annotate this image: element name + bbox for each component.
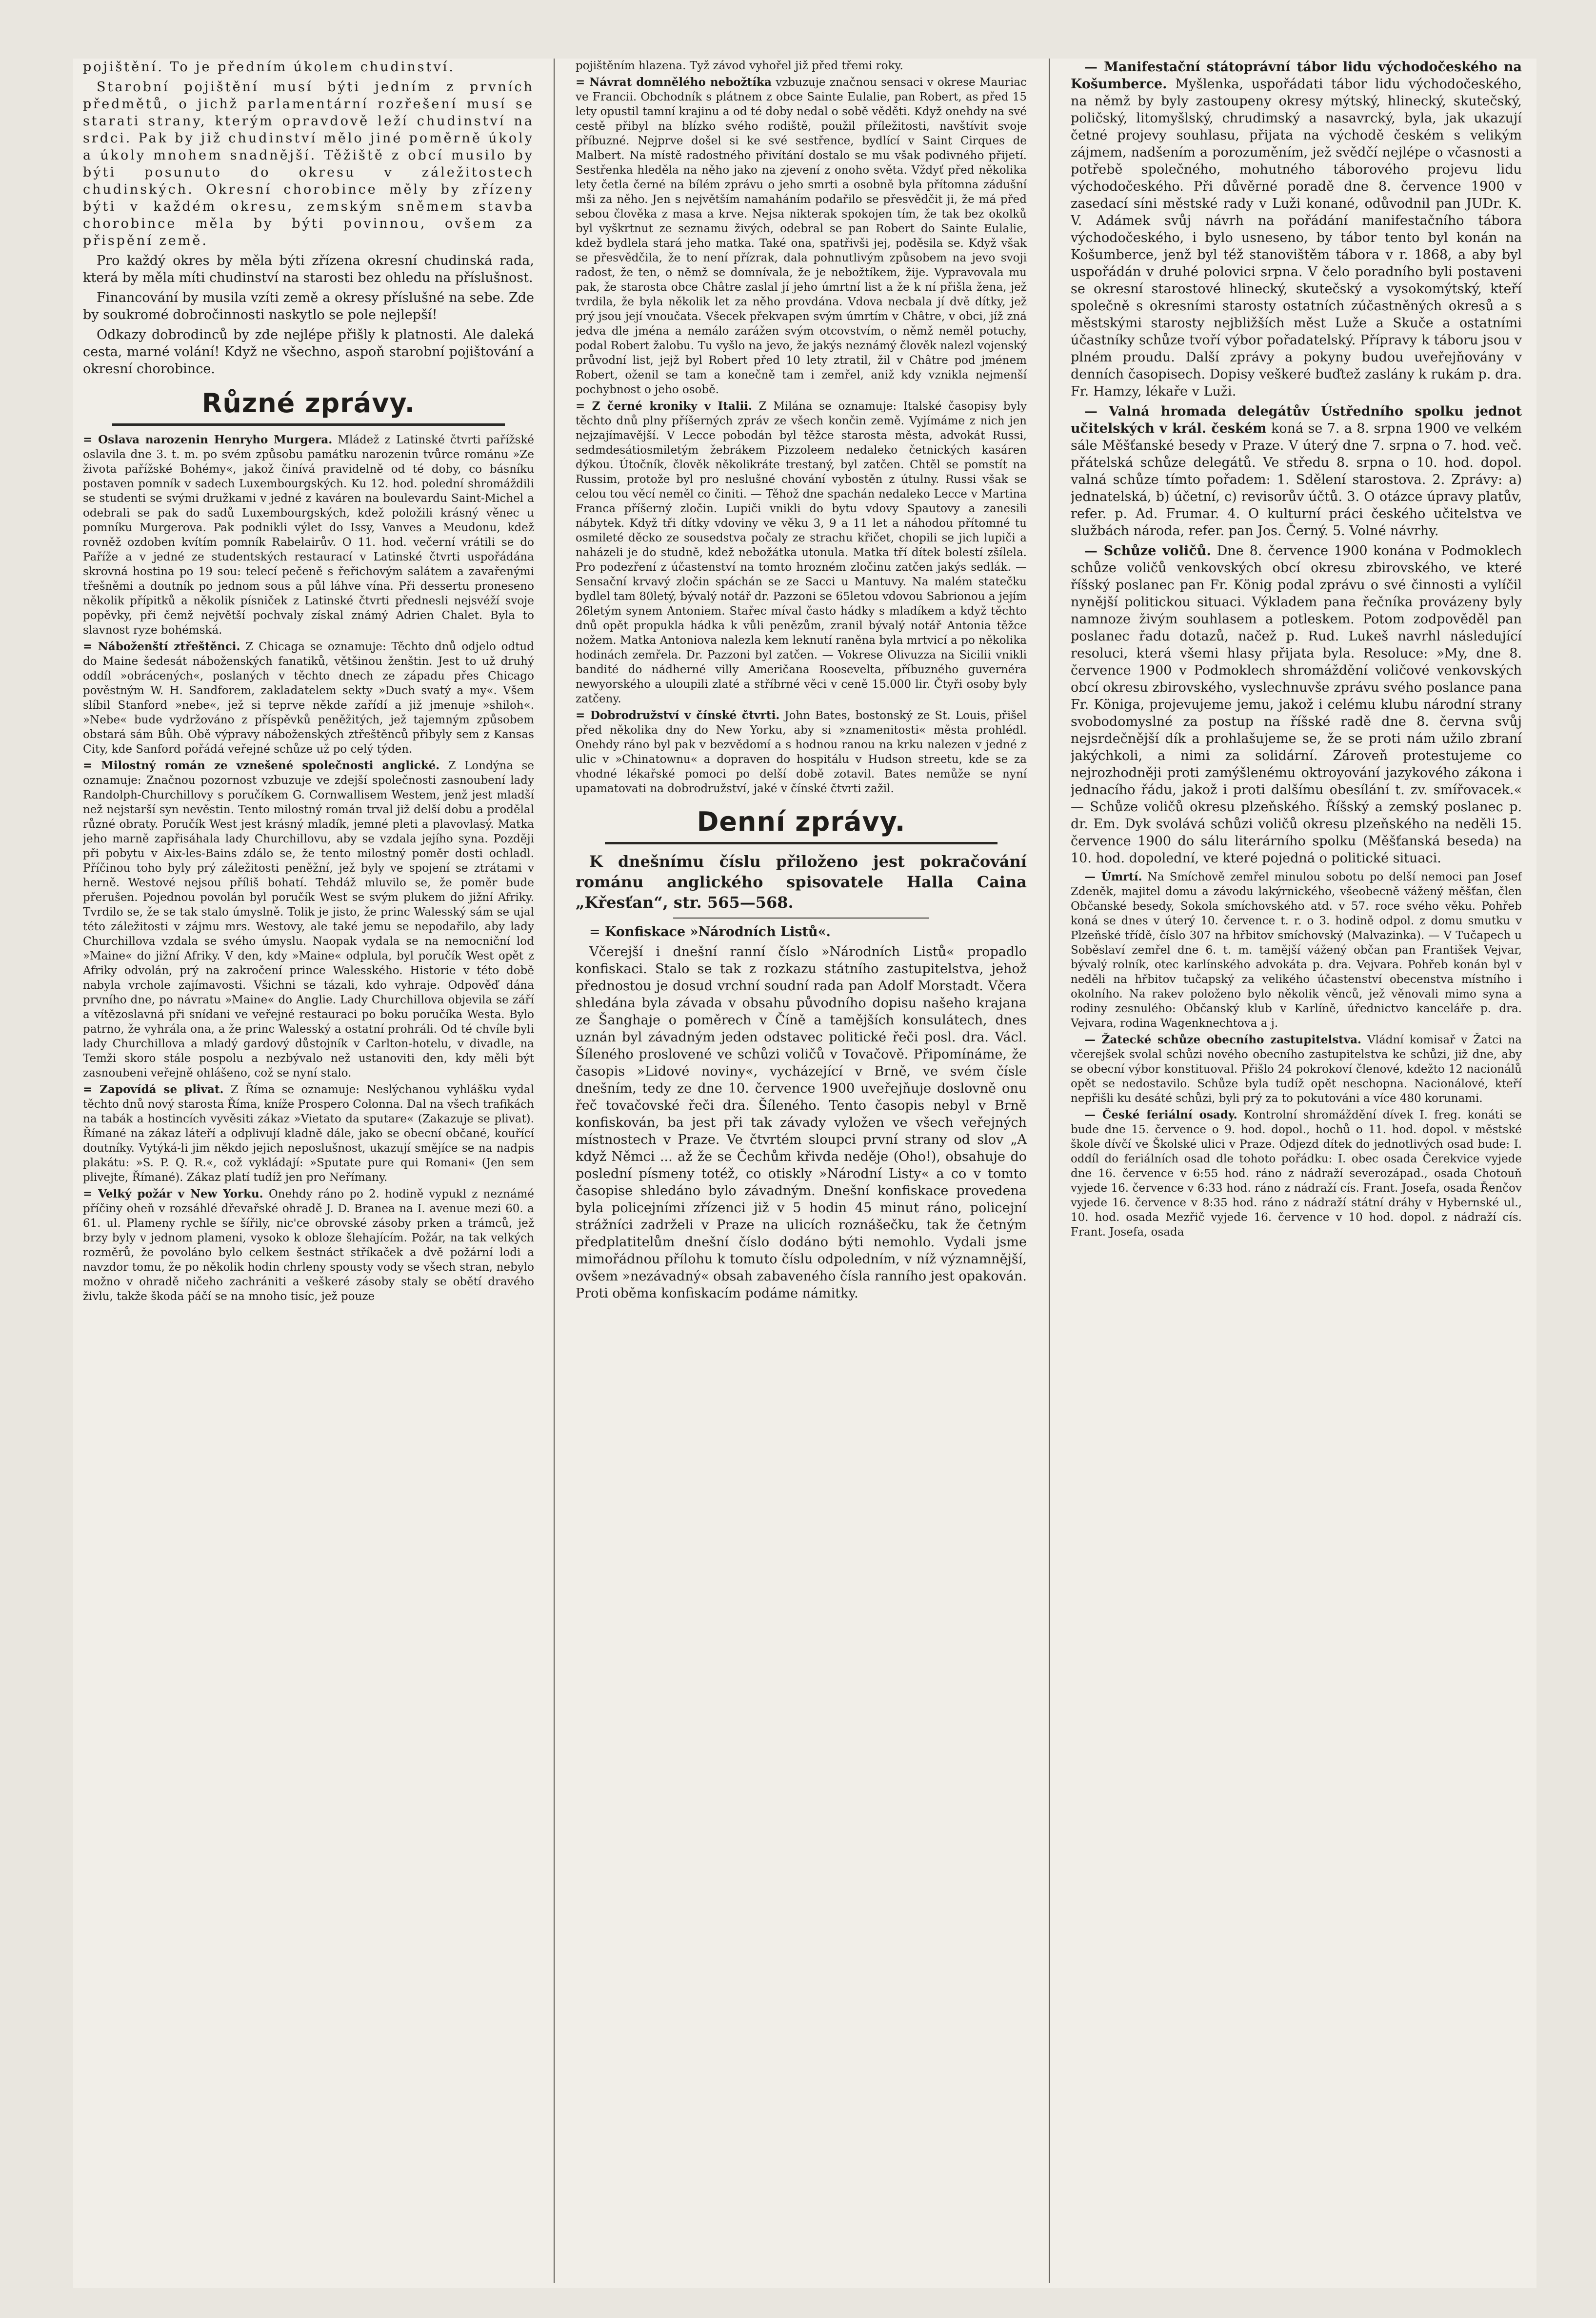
paragraph: pojištěním hlazena. Tyž závod vyhořel již před třemi roky. bbox=[576, 60, 903, 72]
section-title-text: Denní zprávy. bbox=[697, 806, 906, 837]
news-list bbox=[83, 433, 534, 1304]
news-text: Z Londýna se oznamuje: Značnou pozornost vzbuzuje ve zdejší společnosti zasnoubení lady Randolph-Churchillovy s poručíkem G. Cornwallisem Westem, jenž jest mladší než nejstarší syn nevěstin. Tento milostný román trval již delší dobu a prodělal různé obraty. Poručík West jest krásný mladík, jemné pleti a plavovlasý. Matka jeho marně zapřisáhala lady Churchillovu, aby se vzdala jejího syna. Později při pobytu v Aix-les-Bains zdálo se, že tento milostný poměr dosti ochladl. Příčinou toho byly prý záležitosti peněžní, jež byly ve spojení se ztrátami v herně. Westové nejsou příliš bohatí. Tehdáž mluvilo se, že poměr bude přerušen. Pojednou povolán byl poručík West se svým plukem do jižní Afriky. Tvrdilo se, že se tak stalo úmyslně. Tolik je jisto, že princ Walesský sám se ujal této záležitosti v zájmu mrs. Westovy, ale také jemu se nepodařilo, aby lady Churchillova vzdala se svého úmyslu. Naopak vydala se na nemocniční loď »Maine« do jižní Afriky. V den, kdy »Maine« odplula, byl poručík West opět z Afriky odvolán, prý na zakročení prince Walesského. Historie v této době nabyla vrchole zajímavosti. Všichni se tázali, kdo vyhraje. Odpověď dána prvního dne, po návratu »Maine« do Anglie. Lady Churchillova objevila se září a vítězoslavná při snídani ve veřejné restauraci po boku poručíka Westa. Bylo patrno, že vyhrála ona, a že princ Walesský a ostatní prohráli. Od té chvíle byli lady Churchillova a mladý gardový důstojník v Carlton-hotelu, v divadle, na Temži skoro stále pospolu a nezbývalo než ustanoviti den, kdy měli být zasnoubeni veřejně ohlášeno, což se nyní stalo. bbox=[83, 759, 534, 1079]
news-list bbox=[576, 59, 1027, 796]
news-headline: = Návrat domnělého nebožtíka bbox=[576, 76, 772, 89]
news-text: Včerejší i dnešní ranní číslo »Národních Listů« propadlo konfiskaci. Stalo se tak z rozkazu státního zastupitelstva, jehož přednostou je dosud vrchní soudní rada pan Adolf Morstadt. Včera shledána byla závada v obsahu původního dopisu našeho krajana ze Šanghaje o poměrech v Číně a tamějších konsulátech, dnes uznán byl závadným jeden odstavec politické řeči posl. dra. Václ. Šíleného proslovené ve schůzi voličů v Tovačově. Připomínáme, že časopis »Lidové noviny«, vycházející v Brně, ve svém čísle dnešním, tedy ze dne 10. července 1900 uveřejňuje doslovně onu řeč tovačovské řeči dra. Šíleného. Tento časopis nebyl v Brně konfiskován, ba jest při tak závady vyložen ve všech veřejných místnostech v Praze. Ve čtvrtém sloupci první strany od slov „A když Němci ... až že se Čechům křivda neděje (Oho!), obsahuje do poslední písmeny totéž, co otiskly »Národní Listy« a co v tomto časopise shledáno bylo závadným. Dnešní konfiskace provedena byla policejními zřízenci již v 5 hodin 45 minut ráno, policejní strážníci zadrželi v Praze na ulicích roznášečku, tak že četným předplatitelům dnešní číslo dodáno býti nemohlo. Vydali jsme mimořádnou přílohu k tomuto číslu odpoledním, v níž významnější, ovšem »nezávadný« obsah zabaveného čísla ranního jest opakován. Proti oběma konfiskacím podáme námitky. bbox=[576, 944, 1027, 1301]
news-headline: = Z černé kroniky v Italii. bbox=[576, 400, 752, 413]
news-headline: = Velký požár v New Yorku. bbox=[83, 1187, 263, 1200]
news-headline: = Zapovídá se plivat. bbox=[83, 1083, 224, 1096]
news-headline: — Úmrtí. bbox=[1084, 870, 1142, 883]
news-headline: = Konfiskace »Národních Listů«. bbox=[589, 924, 831, 939]
news-text: Dne 8. července 1900 konána v Podmoklech schůze voličů venkovských obcí okresu zbirovského, ve které říšský poslanec pan Fr. König podal zprávu o své činnosti a vylíčil nynější politickou situaci. Výkladem pana řečníka provázeny byly namnoze živým souhlasem a potleskem. Potom zodpověděl pan poslanec řadu dotazů, načež p. Rud. Lukeš navrhl následující resoluci, která všemi hlasy přijata byla. Resoluce: »My, dne 8. července 1900 v Podmoklech shromáždění voličové venkovských obcí okresu zbirovského, vyslechnuvše zprávu svého poslance pana Fr. Königa, projevujeme jemu, jakož i celému klubu národní strany svobodomyslné za postup na říšské radě dne 8. června svůj nejsrdečnější dík a prohlašujeme se, že se proti nám užilo zbraní jakýchkoli, a nimi za solidární. Zároveň protestujeme co nejrozhodněji proti zamýšlenému oktroyování jazykového zákona i jednacího řádu, jakož i proti dalšímu obesílání t. zv. smířovacek.« — Schůze voličů okresu plzeňského. Říšský a zemský poslanec p. dr. Em. Dyk svolává schůzi voličů okresu plzeňského na neděli 15. července 1900 do sálu literárního spolku (Měšťanská beseda) na 10. hod. dopolední, ve které pojedná o politické situaci. bbox=[1071, 543, 1522, 866]
news-headline: = Milostný román ze vznešené společnosti anglické. bbox=[83, 759, 440, 772]
column-rule bbox=[554, 59, 555, 2283]
news-text: Onehdy ráno po 2. hodině vypukl z neznámé příčiny oheň v rozsáhlé dřevařské ohradě J. D. Branea na I. avenue mezi 60. a 61. ul. Plameny rychle se šířily, nic'ce obrovské zásoby prken a trámců, jež brzy byly v jednom plameni, vysoko k obloze šlehajícím. Požár, na tak velkých rozměrů, že povoláno bylo celkem šestnáct stříkaček a dvě požární lodi a navzdor tomu, že po několik hodin chrleny spousty vody se všech stran, nebylo možno v ohradě ničeho zachrániti a veškeré zásoby staly se obětí dravého živlu, takže škoda páčí se na mnoho tisíc, jež pouze bbox=[83, 1188, 534, 1303]
news-headline: — Žatecké schůze obecního zastupitelstva. bbox=[1084, 1033, 1362, 1046]
paragraph: Pro každý okres by měla býti zřízena okresní chudinská rada, která by měla míti chudinství na starosti bez ohledu na příslušnost. bbox=[83, 253, 534, 285]
news-headline: — Schůze voličů. bbox=[1084, 543, 1211, 559]
section-underline bbox=[605, 842, 998, 844]
news-list bbox=[1071, 870, 1522, 1239]
news-text: Myšlenka, uspořádati tábor lidu východočeského, na němž by byly zastoupeny okresy mýtský, hlinecký, skutečský, poličský, litomyšlský, chrudimský a nasavrcký, byla, jak ukazují četné projevy souhlasu, přijata na východě českém s velikým zájmem, nadšením a porozuměním, jež svědčí nejlépe o včasnosti a potřebě společného, mohutného táborového projevu lidu východočeského. Při důvěrné poradě dne 8. července 1900 v zasedací síni městské rady v Luži konané, odůvodnil pan JUDr. K. V. Adámek svůj návrh na pořádání manifestačního tábora východočeského, i bylo usneseno, by tábor tento byl konán na Košumberce, jenž byl též stanovištěm tábora v r. 1868, a aby byl uspořádán v druhé polovici srpna. V čelo poradního byli postaveni se okresní starostové hlinecký, skutečský a vysokomýtský, kteří společně s okresními starosty ostatních zúčastněných okresů a s městskými starosty nejbližších měst Luže a Skuče a ostatními účastníky schůze tvoří výbor pořadatelský. Přípravy k táboru jsou v plném proudu. Další zprávy a pokyny budou uveřejňovány v denních časopisech. Dopisy veškeré buďtež zaslány k rukám p. dra. Fr. Hamzy, lékaře v Luži. bbox=[1071, 77, 1522, 399]
news-text: Z Říma se oznamuje: Neslýchanou vyhlášku vydal těchto dnů nový starosta Říma, kníže Prospero Colonna. Dal na všech trafikách na tabák a hostincích vyvěsiti zákaz »Vietato da sputare« (Zakazuje se plivat). Římané na zákaz láteří a odplivují kladně dále, jako se obecní občané, kouřící doutníky. Vytýká-li jim někdo jejich neposlušnost, ukazují smějíce se na nadpis plakátu: »S. P. Q. R.«, což vykládají: »Sputate pure qui Romani« (Jen sem plivejte, Římané). Zákaz platí tudíž jen pro Neřímany. bbox=[83, 1083, 534, 1184]
news-headline: = Náboženští ztřeštěnci. bbox=[83, 640, 240, 653]
news-headline: = Dobrodružství v čínské čtvrti. bbox=[576, 709, 780, 722]
news-text: Kontrolní shromáždění dívek I. freg. konáti se bude dne 15. července o 9. hod. dopol., hochů o 11. hod. dopol. v městské škole dívčí ve Školské ulici v Praze. Odjezd dítek do jednotlivých osad bude: I. oddíl do feriálních osad dle tohoto pořádku: I. obec osada Čerekvice vyjede dne 16. července v 6:55 hod. ráno z nádraží severozápad., osada Chotouň vyjede 16. července v 6:33 hod. ráno z nádraží cís. Frant. Josefa, osada Řenčov vyjede 16. července v 8:35 hod. ráno z nádraží státní dráhy v Hybernské ul., 10. hod. osada Mezřič vyjede 16. července v 10 hod. dopol. z nádraží cís. Frant. Josefa, osada bbox=[1071, 1109, 1522, 1239]
news-text: John Bates, bostonský ze St. Louis, přišel před několika dny do New Yorku, aby si »znamenitosti« města prohlédl. Onehdy ráno byl pak v bezvědomí a s hodnou ranou na krku nalezen v jedné z ulic v »Chinatownu« a dopraven do hospitálu v Hudson streetu, kde se za vhodné lékařské pomoci po delší době zotavil. Bates nemůže se nyní upamatovati na dobrodružství, jaké v čínské čtvrti zažil. bbox=[576, 709, 1027, 795]
column-rule bbox=[1049, 59, 1050, 2283]
section-title bbox=[576, 807, 1027, 844]
news-headline: — České feriální osady. bbox=[1084, 1108, 1237, 1121]
news-text: vzbuzuje značnou sensaci v okrese Mauriac ve Francii. Obchodník s plátnem z obce Sainte Eulalie, pan Robert, as před 15 lety opustil tamní krajinu a od té doby nedal o sobě věděti. Když onehdy na své cestě přibyl na blízko svého rodiště, použil příležitosti, navštívit svoje příbuzné. Nejprve došel si ke své sestřence, bydlící v Saint Cirques de Malbert. Na místě radostného přivítání dostalo se mu však podivného přijetí. Sestřenka hleděla na něho jako na zjevení z onoho světa. Vždyť před několika lety četla černé na bílém zprávu o jeho smrti a osobně byla přítomna zádušní mši za něho. Jen s největším namaháním podařilo se přesvědčit ji, že má před sebou člověka z masa a krve. Nejsa nikterak spokojen tím, že tak bez okolků byl vyškrtnut ze seznamu živých, odebral se pan Robert do Sainte Eulalie, kdež bydlela stará jeho matka. Také ona, spatřivši jej, poděsila se. Když však se přesvědčila, že to není přízrak, dala pohnutlivým způsobem na jevo svoji radost, že ten, o němž se domnívala, že je nebožtíkem, žije. Vypravovala mu pak, že starosta obce Châtre zaslal jí jeho úmrtní list a že k ní přišla žena, jež tvrdila, že byla několik let za něho provdána. Vdova necbala jí dvě dítky, jež prý jsou její vnoučata. Všecek překvapen svým úmrtím v Châtre, v obci, jíž zná jedva dle jména a nemálo zarážen svým otcovstvím, o němž neměl potuchy, podal Robert žalobu. Tu vyšlo na jevo, že jakýs neznámý člověk nalezl vojenský průvodní list, jejž byl Robert před 10 lety ztratil, žil v Châtre pod jménem Robert, oženil se tam a konečně tam i zemřel, aniž kdy vznikla nejmenší pochybnost o jeho osobě. bbox=[576, 76, 1027, 396]
news-text: Z Chicaga se oznamuje: Těchto dnů odjelo odtud do Maine šedesát náboženských fanatiků, většinou ženštin. Jest to už druhý oddíl »obrácených«, poslaných v těchto dnech ze západu přes Chicago pověstným W. H. Sandforem, zakladatelem sekty »Duch svatý a my«. Všem slíbil Stanford »nebe«, jež si teprve někde zařídí a již jmenuje »shiloh«. »Nebe« bude vydržováno z příspěvků peněžitých, jež tajemným způsobem obstará sám Bůh. Obě výpravy náboženských ztřeštěnců přibyly sem z Kansas City, kde Sanford pořádá veřejné schůze už po celý týden. bbox=[83, 640, 534, 756]
news-text: Vládní komisař v Žatci na včerejšek svolal schůzi nového obecního zastupitelstva ke schůzi, již dne, aby se obecní výbor konstituoval. Přišlo 24 pokrokoví členové, kdežto 12 nacionálů opět se nedostavilo. Schůze byla tudíž opět neschopna. Nacionálové, kteří nepřišli ku desáté schůzi, byli prý za to pokutováni a více 480 korunami. bbox=[1071, 1034, 1522, 1105]
newspaper-page bbox=[73, 59, 1536, 2288]
news-text: koná se 7. a 8. srpna 1900 ve velkém sále Měšťanské besedy v Praze. V úterý dne 7. srpna o 7. hod. več. přátelská schůze delegátů. Ve středu 8. srpna o 10. hod. dopol. valná schůze tímto pořadem: 1. Sdělení starostova. 2. Zprávy: a) jednatelská, b) účetní, c) revisorův účtů. 3. O otázce úpravy platův, refer. p. Ad. Frumar. 4. O kulturní práci českého učitelstva ve službách národa, refer. pan Jos. Černý. 5. Volné návrhy. bbox=[1071, 421, 1522, 539]
news-headline: — Manifestační státoprávní tábor lidu východočeského na Košumberce. bbox=[1071, 60, 1522, 92]
news-text: Z Milána se oznamuje: Italské časopisy byly těchto dnů plny příšerných zpráv ze všech končin země. Vyjímáme z nich jen nejzajímavější. V Lecce pobodán byl těžce starosta města, advokát Russi, sedmdesátiosmiletým žebrákem Pizzoleem nedaleko četnických kasáren dýkou. Útočník, člověk několikráte trestaný, byl zatčen. Chtěl se pomstít na Russim, protože byl pro neslušné chování vybostěn z útulny. Russi však se celou tou věcí neměl co činiti. — Těhož dne spachán nedaleko Lecce v Martina Franca příšerný zločin. Lupiči vnikli do bytu vdovy Spautovy a zanesili nábytek. Když tři dítky vdoviny ve věku 3, 9 a 11 let a náhodou přítomné tu osmileté děcko ze sousedstva počaly ze strachu křičet, chopili se jich lupiči a naházeli je do studně, kdež nebožátka utonula. Matka tří dítek bolestí zšílela. Pro podezření z účastenství na tomto hrozném zločinu zatčen jakýs sedlák. — Sensační krvavý zločin spáchán se ze Sacci u Mantuvy. Na malém statečku bydlel tam 80letý, bývalý notář dr. Pazzoni se 65letou vdovou Sabrionou a jejím 26letým synem Antoniem. Stařec míval často hádky s mladíkem a když těchto dnů opět propukla hádka k vůli penězům, zranil bývalý notář Antonia těžce nožem. Matka Antoniova nalezla kem leknutí raněna byla mrtvicí a po několika hodinách zemřela. Dr. Pazzoni byl zatčen. — Vokrese Olivuzza na Sicilii vnikli bandité do nádherné villy Američana Roosevelta, příbuzného guvernéra newyorského a uloupili zlaté a stříbrné věci v ceně 15.000 lir. Čtyři osoby byly zatčeny. bbox=[576, 400, 1027, 705]
column-middle bbox=[576, 59, 1027, 2283]
column-right bbox=[1071, 59, 1522, 2283]
column-left bbox=[83, 59, 534, 2283]
divider bbox=[673, 918, 929, 919]
paragraph: Starobní pojištění musí býti jedním z prvních předmětů, o jichž parlamentární rozřešení musí se starati strany, kterým opravdově leží chudinství na srdci. Pak by již chudinství mělo jiné poměrně úkoly a úkoly mnohem snadnější. Těžiště z obcí musilo by býti posunuto do okresu v záležitostech chudinských. Okresní chorobince měly by zřízeny býti v každém okresu, zemským sněmem stavba chorobince měla by býti povinnou, ovšem za přispění země. bbox=[83, 80, 534, 248]
paragraph: Financování by musila vzíti země a okresy příslušné na sebe. Zde by soukromé dobročinnosti naskytlo se pole nejlepší! bbox=[83, 290, 534, 322]
paragraph: Odkazy dobrodinců by zde nejlépe přišly k platnosti. Ale daleká cesta, marné volání! Když ne všechno, aspoň starobní pojištování a okresní chorobince. bbox=[83, 327, 534, 377]
section-title-text: Různé zprávy. bbox=[201, 388, 416, 419]
news-text: Na Smíchově zemřel minulou sobotu po delší nemoci pan Josef Zdeněk, majitel domu a závodu lakýrnického, všeobecně vážený měšťan, člen Občanské besedy, Sokola smíchovského atd. v 57. roce svého věku. Pohřeb koná se dnes v úterý 10. července t. r. o 3. hodině odpol. z domu smutku v Plzeňské třídě, číslo 307 na hřbitov smíchovský (Malvazinka). — V Tučapech u Soběslaví zemřel dne 6. t. m. tamější vážený občan pan František Vejvar, bývalý rolník, otec karlínského advokáta p. dra. Vejvara. Pohřeb konán byl v neděli na hřbitov tučapský za velikého účastenství obecenstva místního i okolního. Na rakev položeno bylo několik věnců, jež věnovali mimo syna a rodiny zesnulého: Občanský klub v Karlíně, úřednictvo kanceláře p. dra. Vejvara, rodina Wagenknechtova a j. bbox=[1071, 871, 1522, 1030]
news-headline: = Oslava narozenin Henryho Murgera. bbox=[83, 433, 333, 446]
news-headline: — Valná hromada delegátův Ústředního spolku jednot učitelských v král. českém bbox=[1071, 404, 1522, 436]
section-title bbox=[83, 388, 534, 426]
section-underline bbox=[112, 423, 505, 426]
supplement-notice: K dnešnímu číslu přiloženo jest pokračování románu anglického spisovatele Halla Caina „Křesťan“, str. 565—568. bbox=[576, 852, 1027, 912]
paragraph: pojištění. To je předním úkolem chudinství. bbox=[83, 60, 455, 75]
news-text: Mládež z Latinské čtvrti pařížské oslavila dne 3. t. m. po svém způsobu památku narozenin tvůrce románu »Ze života pařížské Bohémy«, jakož činívá pravidelně od té doby, co básníku postaven pomník v sadech Luxembourgských. Ku 12. hod. polední shromáždili se studenti se svými družkami v jedné z kaváren na boulevardu Saint-Michel a odebrali se pak do sadů Luxembourgských, kdež položili krásný věnec u pomníku Murgerova. Pak podnikli výlet do Issy, Vanves a Meudonu, kdež rovněž ozdoben kvítím pomník Rabelairův. O 11. hod. večerní vrátili se do Paříže a v jedné ze studentských restaurací v Latinské čtvrti uspořádána skrovná hostina po 19 sou: telecí pečeně s řeřichovým salátem a zavařenými třešněmi a doutník po jednom sous a půl láhve vína. Při dessertu proneseno několik přípitků a několik písniček z Latinské čtvrti přednesli nejsvéží svoje popěvky, při čemž největší pochvaly získal známý Adrien Chalet. Byla to slavnost ryze bohémská. bbox=[83, 434, 534, 637]
